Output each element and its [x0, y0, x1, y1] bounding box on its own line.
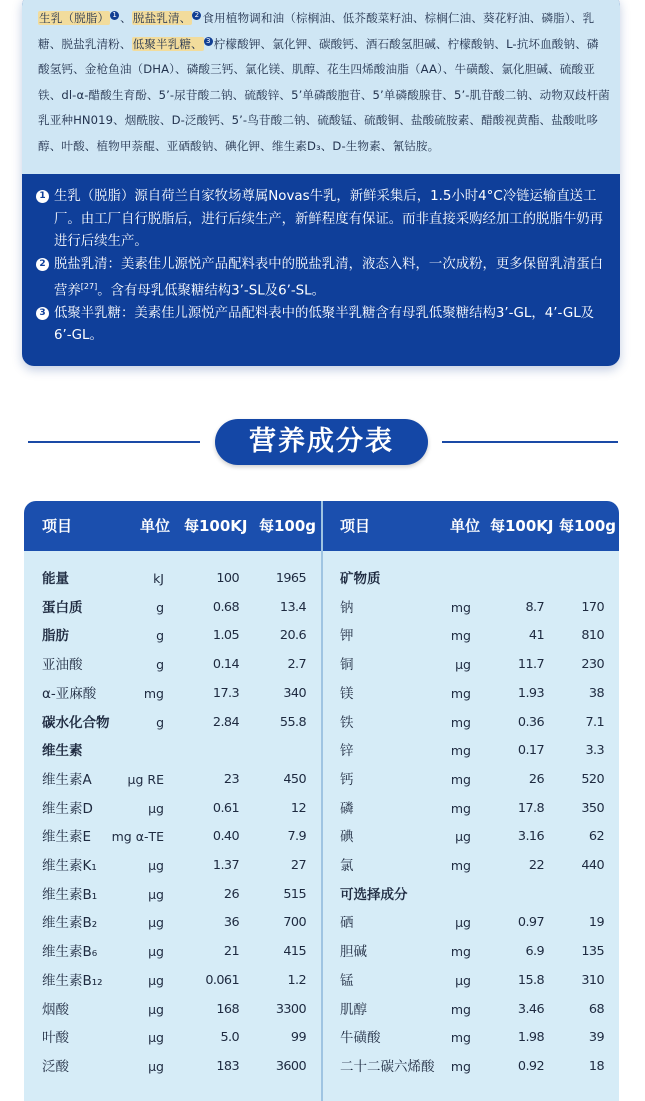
ingredient-text-part: 食用植物调和油（棕榈油、低芥酸菜籽油、棕榈仁油、葵花籽油、磷脂）、乳糖、脱盐乳清粉、: [38, 11, 595, 51]
value-per-100g: 7.1: [585, 714, 604, 730]
table-row: [24, 565, 619, 594]
nutrient-unit: mg: [450, 944, 471, 960]
nutrient-unit: mg: [450, 1058, 471, 1074]
nutrient-unit: mg: [450, 599, 471, 615]
header-per-100g: 每100g: [559, 517, 617, 535]
value-per-100kj: 3.46: [517, 1001, 544, 1017]
value-per-100g: 62: [588, 829, 604, 845]
ingredient-highlight-gos: 低聚半乳糖、: [132, 36, 203, 51]
ingredient-highlight-whey: 脱盐乳清、: [132, 11, 192, 25]
nutrient-unit: μg: [455, 915, 471, 931]
table-row: [24, 823, 619, 852]
nutrient-unit: g: [156, 714, 164, 730]
value-per-100g: 20.6: [279, 628, 306, 644]
footnote-1: [36, 186, 610, 254]
nutrient-unit: mg: [450, 800, 471, 816]
value-per-100kj: 23: [223, 771, 239, 787]
nutrient-name: α-亚麻酸: [42, 685, 97, 702]
value-per-100kj: 41: [528, 628, 544, 644]
header-unit: 单位: [140, 517, 171, 535]
nutrient-name: 维生素B₁: [42, 886, 98, 903]
nutrient-name: 维生素A: [42, 771, 92, 788]
nutrient-unit: g: [156, 657, 164, 673]
table-row: [24, 852, 619, 881]
value-per-100kj: 26: [223, 886, 239, 902]
value-per-100g: 3.3: [585, 743, 604, 759]
section-title: 营养成分表: [215, 419, 428, 465]
ingredient-highlight-skim-milk: 生乳（脱脂）: [39, 11, 110, 25]
nutrient-name: 镁: [340, 685, 354, 702]
value-per-100g: 135: [581, 944, 604, 960]
nutrient-unit: μg: [455, 657, 471, 673]
footnote-number: 3: [36, 307, 49, 320]
value-per-100kj: 6.9: [525, 944, 544, 960]
footnote-text-cont: 。含有母乳低聚糖结构3’-SL及6’-SL。: [97, 283, 326, 299]
value-per-100g: 1.2: [287, 972, 306, 988]
value-per-100g: 515: [283, 886, 306, 902]
nutrient-unit: mg: [450, 771, 471, 787]
footnote-text: 脱盐乳清：美素佳儿源悦产品配料表中的脱盐乳清，液态入料，一次成粉，更多保留乳清蛋白营养: [54, 256, 604, 299]
footnotes: [36, 186, 610, 348]
value-per-100g: 13.4: [279, 599, 306, 615]
nutrient-name: 锌: [340, 743, 354, 760]
nutrient-name: 钠: [340, 599, 354, 616]
table-row: [24, 651, 619, 680]
nutrient-name: 碘: [340, 829, 354, 846]
nutrient-name: 钾: [340, 628, 354, 645]
nutrient-unit: g: [156, 628, 164, 644]
value-per-100kj: 5.0: [220, 1030, 239, 1046]
value-per-100kj: 0.14: [212, 657, 239, 673]
citation-ref: [27]: [80, 282, 98, 291]
value-per-100kj: 21: [223, 944, 239, 960]
value-per-100kj: 3.16: [517, 829, 544, 845]
nutrient-name: 叶酸: [42, 1030, 69, 1047]
value-per-100kj: 1.05: [212, 628, 239, 644]
nutrient-unit: μg: [148, 1058, 164, 1074]
nutrient-name: 维生素B₁₂: [42, 972, 103, 989]
nutrient-unit: μg: [148, 1030, 164, 1046]
nutrient-name: 硒: [340, 915, 354, 932]
table-row: [24, 622, 619, 651]
nutrient-unit: mg: [450, 1030, 471, 1046]
nutrient-unit: μg: [455, 829, 471, 845]
header-per-100g: 每100g: [259, 517, 317, 535]
value-per-100kj: 11.7: [517, 657, 544, 673]
value-per-100g: 350: [581, 800, 604, 816]
table-row: [24, 766, 619, 795]
nutrient-unit: μg: [148, 915, 164, 931]
nutrient-name: 脂肪: [42, 628, 69, 645]
header-item: 项目: [340, 517, 371, 535]
title-divider-right: [442, 441, 618, 443]
nutrient-name: 氯: [340, 858, 354, 874]
nutrient-name: 维生素B₆: [42, 944, 98, 961]
table-row: [24, 909, 619, 938]
value-per-100kj: 0.36: [517, 714, 544, 730]
nutrient-name: 铜: [340, 657, 354, 674]
nutrient-name: 维生素B₂: [42, 915, 98, 932]
nutrient-name: 二十二碳六烯酸: [340, 1058, 435, 1075]
nutrient-name: 泛酸: [42, 1058, 69, 1075]
nutrient-unit: μg: [455, 972, 471, 988]
value-per-100g: 415: [283, 944, 306, 960]
value-per-100g: 440: [581, 858, 604, 873]
nutrient-name: 铁: [340, 714, 354, 731]
footnote-number: 1: [36, 190, 49, 203]
value-per-100g: 19: [588, 915, 604, 931]
table-row: [24, 1053, 619, 1082]
footnote-text: 生乳（脱脂）源自荷兰自家牧场尊属Novas牛乳，新鲜采集后，1.5小时4°C冷链运输直送工厂。由工厂自行脱脂后，进行后续生产，新鲜程度有保证。而非直接采购经加工的脱脂牛奶再进行后续生产。: [54, 189, 604, 249]
nutrient-unit: kJ: [153, 571, 164, 586]
table-row: [24, 737, 619, 766]
value-per-100kj: 17.8: [517, 800, 544, 816]
value-per-100g: 7.9: [287, 829, 306, 845]
nutrient-name: 可选择成分: [340, 886, 408, 903]
nutrient-name: 能量: [42, 571, 69, 587]
nutrient-name: 蛋白质: [42, 599, 83, 616]
nutrient-name: 维生素D: [42, 800, 93, 817]
nutrient-unit: μg: [148, 944, 164, 960]
value-per-100kj: 1.98: [517, 1030, 544, 1046]
value-per-100g: 230: [581, 657, 604, 673]
nutrient-unit: mg: [450, 714, 471, 730]
value-per-100kj: 0.68: [212, 599, 239, 615]
ref-marker-3: 3: [204, 37, 213, 46]
nutrient-unit: μg: [148, 858, 164, 873]
value-per-100g: 27: [290, 858, 306, 873]
nutrient-unit: mg: [143, 685, 164, 701]
nutrient-name: 烟酸: [42, 1001, 69, 1018]
ingredient-list: [38, 6, 610, 160]
footnote-number: 2: [36, 258, 49, 271]
value-per-100kj: 0.61: [212, 800, 239, 816]
value-per-100kj: 8.7: [525, 599, 544, 615]
ingredient-sep: 、: [120, 11, 132, 25]
value-per-100g: 68: [588, 1001, 604, 1017]
header-unit: 单位: [450, 517, 481, 535]
table-row: [24, 938, 619, 967]
value-per-100g: 1965: [275, 571, 306, 586]
value-per-100g: 340: [283, 685, 306, 701]
value-per-100kj: 2.84: [212, 714, 239, 730]
nutrient-name: 维生素K₁: [42, 858, 97, 874]
ingredient-text-rest: 柠檬酸钾、氯化钾、碳酸钙、酒石酸氢胆碱、柠檬酸钠、L-抗坏血酸钠、磷酸氢钙、金枪鱼油（DHA）、磷酸三钙、氯化镁、肌醇、花生四烯酸油脂（AA）、牛磺酸、氯化胆碱、硫酸亚铁、dl-α-醋酸生育酚、5’-尿苷酸二钠、硫酸锌、5’单磷酸胞苷、5’单磷酸腺苷、5’-肌苷酸二钠、动物双歧杆菌乳亚种HN019、烟酰胺、D-泛酸钙、5’-鸟苷酸二钠、硫酸锰、硫酸铜、盐酸硫胺素、醋酸视黄酯、盐酸吡哆醇、叶酸、植物甲萘醌、亚硒酸钠、碘化钾、维生素D₃、D-生物素、氰钴胺。: [38, 36, 610, 153]
nutrient-unit: mg: [450, 858, 471, 873]
value-per-100g: 18: [588, 1058, 604, 1074]
value-per-100g: 12: [290, 800, 306, 816]
value-per-100kj: 168: [216, 1001, 239, 1017]
value-per-100g: 2.7: [287, 657, 306, 673]
header-per-100kj: 每100KJ: [184, 517, 248, 535]
nutrient-unit: mg: [450, 1001, 471, 1017]
value-per-100kj: 0.17: [517, 743, 544, 759]
nutrient-unit: mg: [450, 743, 471, 759]
value-per-100kj: 26: [528, 771, 544, 787]
ingredient-list-box: [22, 0, 620, 174]
footnote-3: [36, 303, 610, 348]
value-per-100kj: 0.92: [517, 1058, 544, 1074]
value-per-100g: 810: [581, 628, 604, 644]
nutrient-name: 胆碱: [340, 944, 367, 961]
value-per-100kj: 36: [223, 915, 239, 931]
value-per-100kj: 15.8: [517, 972, 544, 988]
nutrient-name: 锰: [340, 972, 354, 989]
nutrient-unit: g: [156, 599, 164, 615]
nutrient-name: 牛磺酸: [340, 1030, 381, 1047]
nutrient-unit: μg RE: [127, 771, 164, 787]
value-per-100g: 700: [283, 915, 306, 931]
value-per-100kj: 100: [216, 571, 239, 586]
table-row: [24, 709, 619, 738]
table-row: [24, 967, 619, 996]
nutrient-name: 磷: [340, 800, 354, 817]
nutrient-name: 矿物质: [340, 571, 381, 587]
ref-marker-2: 2: [192, 11, 201, 20]
table-row: [24, 996, 619, 1025]
nutrient-name: 肌醇: [340, 1001, 367, 1018]
nutrient-unit: μg: [148, 1001, 164, 1017]
value-per-100kj: 17.3: [212, 685, 239, 701]
table-row: [24, 1024, 619, 1053]
value-per-100g: 520: [581, 771, 604, 787]
value-per-100g: 55.8: [279, 714, 306, 730]
nutrient-name: 维生素E: [42, 829, 92, 846]
nutrient-unit: mg: [450, 628, 471, 644]
nutrient-name: 亚油酸: [42, 657, 83, 674]
value-per-100g: 99: [290, 1030, 306, 1046]
nutrient-unit: μg: [148, 800, 164, 816]
footnote-2: [36, 254, 610, 303]
value-per-100kj: 1.93: [517, 685, 544, 701]
value-per-100kj: 22: [528, 858, 544, 873]
ref-marker-1: 1: [110, 11, 119, 20]
nutrient-name: 钙: [340, 771, 354, 788]
value-per-100kj: 0.97: [517, 915, 544, 931]
nutrition-table: [24, 501, 619, 1101]
header-per-100kj: 每100KJ: [490, 517, 554, 535]
table-row: [24, 680, 619, 709]
value-per-100g: 39: [588, 1030, 604, 1046]
value-per-100g: 3300: [275, 1001, 306, 1017]
nutrient-unit: mg α-TE: [111, 829, 164, 845]
nutrient-name: 维生素: [42, 743, 83, 760]
value-per-100kj: 1.37: [212, 858, 239, 873]
value-per-100kj: 183: [216, 1058, 239, 1074]
table-row: [24, 795, 619, 824]
title-divider-left: [28, 441, 200, 443]
nutrient-name: 碳水化合物: [42, 714, 110, 731]
table-row: [24, 881, 619, 910]
header-item: 项目: [42, 517, 73, 535]
ingredient-card: [22, 0, 620, 366]
nutrient-unit: μg: [148, 972, 164, 988]
value-per-100g: 170: [581, 599, 604, 615]
footnote-text: 低聚半乳糖：美素佳儿源悦产品配料表中的低聚半乳糖含有母乳低聚糖结构3’-GL，4’-GL及6’-GL。: [54, 305, 595, 344]
nutrient-unit: μg: [148, 886, 164, 902]
value-per-100g: 450: [283, 771, 306, 787]
value-per-100kj: 0.40: [212, 829, 239, 845]
value-per-100g: 310: [581, 972, 604, 988]
value-per-100kj: 0.061: [205, 972, 239, 988]
value-per-100g: 3600: [275, 1058, 306, 1074]
value-per-100g: 38: [588, 685, 604, 701]
table-row: [24, 594, 619, 623]
nutrient-unit: mg: [450, 685, 471, 701]
